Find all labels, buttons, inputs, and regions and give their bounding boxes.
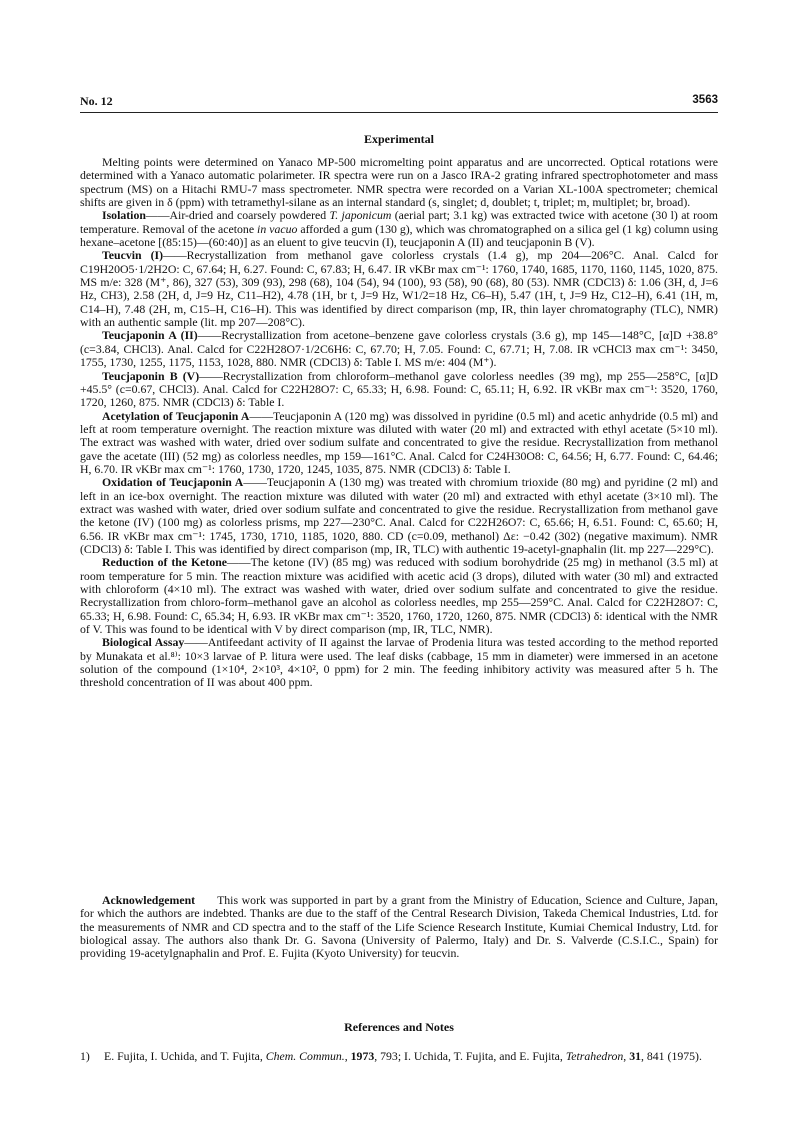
- reference-number: 1): [80, 1049, 90, 1063]
- intro-paragraph: Melting points were determined on Yanaco MP-500 micromelting point apparatus and are uncorrected. Optical rotations were determined with a Yanaco automatic polarimeter. IR spectra were run on a Jasco IRA-2 grating infrared spectrophotometer and mass spectrum (MS) on a Hitachi RMU-7 mass spectrometer. NMR spectra were recorded on a Varian XL-100A spectrometer; chemical shifts are given in δ (ppm) with tetramethyl-silane as an internal standard (s, singlet; d, doublet; t, triplet; m, multiplet; br, broad).: [80, 155, 718, 210]
- isolation-heading: Isolation: [102, 208, 146, 223]
- in-vacuo: in vacuo: [257, 221, 298, 236]
- teucjaponin-b-heading: Teucjaponin B (V): [102, 368, 200, 383]
- reduction-heading: Reduction of the Ketone: [102, 555, 228, 570]
- header-rule: [80, 112, 718, 113]
- oxidation-paragraph: [80, 476, 718, 556]
- teucjaponin-a-paragraph: [80, 329, 718, 369]
- acknowledgement-text: This work was supported in part by a grant from the Ministry of Education, Science and Culture, Japan, for which the authors are indebted. Thanks are due to the staff of the Central Research Division, Takeda Chemical Industries, Ltd. for the measurements of NMR and CD spectra and to the staff of the Life Science Research Institute, Kumiai Chemical Industry, Ltd. for biological assay. The authors also thank Dr. G. Savona (University of Palermo, Italy) and Dr. S. Valverde (C.S.I.C., Spain) for providing 19-acetylgnaphalin and Prof. E. Fujita (Kyoto University) for teucvin.: [80, 893, 718, 961]
- acknowledgement-paragraph: [80, 894, 718, 961]
- teucjaponin-b-text: ——Recrystallization from chloroform–methanol gave colorless needles (39 mg), mp 255—258°C, [α]D +45.5° (c=0.67, CHCl3). Anal. Calcd for C22H28O7: C, 65.33; H, 6.98. Found: C, 65.11; H, 6.92. IR νKBr max cm⁻¹: 3520, 1760, 1720, 1260, 875. NMR (CDCl3) δ: Table I.: [80, 368, 718, 410]
- bioassay-paragraph: [80, 636, 718, 689]
- references-title: References and Notes: [344, 1020, 454, 1034]
- reference-journal-1: Chem. Commun.: [265, 1049, 345, 1063]
- reference-journal-2: Tetrahedron: [565, 1049, 624, 1063]
- acetylation-text: ——Teucjaponin A (120 mg) was dissolved in pyridine (0.5 ml) and acetic anhydride (0.5 ml) and left at room temperature overnight. The reaction mixture was diluted with water (20 ml) and extracted with ethyl acetate (5×10 ml). The extract was washed with water, dried over sodium sulfate and concentrated to give the residue. Recrystallization from methanol gave the acetate (III) (52 mg) as colorless needles, mp 159—161°C. Anal. Calcd for C24H30O8: C, 64.56; H, 6.77. Found: C, 64.46; H, 6.70. IR νKBr max cm⁻¹: 1760, 1730, 1720, 1245, 1035, 875. NMR (CDCl3) δ: Table I.: [80, 408, 718, 476]
- teucjaponin-b-paragraph: [80, 370, 718, 410]
- acknowledgement-section: [80, 894, 718, 961]
- teucjaponin-a-heading: Teucjaponin A (II): [102, 328, 198, 343]
- reference-volume-2: 31: [629, 1049, 641, 1063]
- acknowledgement-heading: Acknowledgement: [102, 893, 196, 907]
- acetylation-heading: Acetylation of Teucjaponin A: [102, 408, 250, 423]
- reference-volume-1: 1973: [350, 1049, 375, 1063]
- acetylation-paragraph: [80, 410, 718, 477]
- reduction-text: ——The ketone (IV) (85 mg) was reduced with sodium borohydride (25 mg) in methanol (3.5 ml) at room temperature for 5 min. The reaction mixture was acidified with acetic acid (3 drops), diluted with water (30 ml) and extracted with chloroform (4×10 ml). The extract was washed with water, dried over sodium sulfate and concentrated to give the residue. Recrystallization from chloro-form–methanol gave an alcohol as colorless needles, mp 255—259°C. Anal. Calcd for C22H28O7: C, 65.33; H, 6.98. Found: C, 65.34; H, 6.93. IR νKBr max cm⁻¹: 3520, 1760, 1720, 1260, 875. NMR (CDCl3) δ: identical with the NMR of V. This was found to be identical with V by direct comparison (mp, IR, TLC, NMR).: [80, 555, 719, 637]
- experimental-body: [80, 156, 718, 690]
- page-number: 3563: [692, 94, 718, 106]
- teucvin-heading: Teucvin (I): [102, 248, 164, 263]
- reference-authors: E. Fujita, I. Uchida, and T. Fujita,: [104, 1049, 266, 1063]
- experimental-title: Experimental: [364, 132, 434, 146]
- isolation-paragraph: [80, 209, 718, 249]
- isolation-text-2: (aerial part; 3.1 kg) was extracted twice with acetone (30 l) at room temperature. Removal of the acetone: [80, 208, 718, 236]
- reference-pages-1: , 793; I. Uchida, T. Fujita, and E. Fujita,: [374, 1049, 566, 1063]
- species-name: T. japonicum: [329, 208, 392, 223]
- reference-pages-2: , 841 (1975).: [640, 1049, 702, 1063]
- issue-number: No. 12: [80, 94, 113, 108]
- teucvin-paragraph: [80, 249, 718, 329]
- bioassay-heading: Biological Assay: [102, 635, 185, 650]
- isolation-text-1: ——Air-dried and coarsely powdered: [145, 208, 330, 223]
- reduction-paragraph: [80, 556, 718, 636]
- oxidation-text: ——Teucjaponin A (130 mg) was treated with chromium trioxide (80 mg) and pyridine (2 ml) and left in an ice-box overnight. The reaction mixture was diluted with water (20 ml) and extracted with ethyl acetate (3×10 ml). The extract was washed with water, dried over sodium sulfate and concentrated to give the residue. Recrystallization from methanol gave the ketone (IV) (100 mg) as colorless prisms, mp 227—230°C. Anal. Calcd for C22H26O7: C, 65.66; H, 6.51. Found: C, 65.60; H, 6.56. IR νKBr max cm⁻¹: 1745, 1730, 1710, 1185, 1020, 880. CD (c=0.09, methanol) Δε: −0.42 (302) (negative maximum). NMR (CDCl3) δ: Table I. This was identified by direct comparison (mp, IR, TLC) with authentic 19-acetyl-gnaphalin (lit. mp 227—229°C).: [80, 475, 718, 556]
- paper-page: [80, 0, 718, 1123]
- oxidation-heading: Oxidation of Teucjaponin A: [102, 475, 244, 490]
- reference-text: E. Fujita, I. Uchida, and T. Fujita, Chem. Commun., 1973, 793; I. Uchida, T. Fujita, and E. Fujita, Tetrahedron, 31, 841 (1975).: [104, 1049, 702, 1063]
- teucjaponin-a-text: ——Recrystallization from acetone–benzene gave colorless crystals (3.6 g), mp 145—148°C, [α]D +38.8° (c=3.84, CHCl3). Anal. Calcd for C22H28O7·1/2C6H6: C, 67.70; H, 7.05. Found: C, 67.71; H, 7.08. IR νCHCl3 max cm⁻¹: 3450, 1755, 1730, 1255, 1175, 1153, 1028, 880. NMR (CDCl3) δ: Table I. MS m/e: 404 (M⁺).: [80, 328, 718, 370]
- bioassay-text: ——Antifeedant activity of II against the larvae of Prodenia litura was tested according to the method reported by Munakata et al.⁸⁾: 10×3 larvae of P. litura were used. The leaf disks (cabbage, 15 mm in diameter) were immersed in an acetone solution of the compound (1×10⁴, 2×10³, 4×10², 0 ppm) for 2 min. The feeding inhibitory activity was measured after 5 h. The threshold concentration of II was about 400 ppm.: [80, 635, 718, 690]
- teucvin-text: ——Recrystallization from methanol gave colorless crystals (1.4 g), mp 204—206°C. Anal. Calcd for C19H20O5·1/2H2O: C, 67.64; H, 6.27. Found: C, 67.83; H, 6.47. IR νKBr max cm⁻¹: 1760, 1740, 1685, 1170, 1160, 1145, 1020, 875. MS m/e: 328 (M⁺, 86), 327 (53), 309 (93), 298 (68), 104 (54), 94 (100), 93 (58), 90 (68), 80 (53). NMR (CDCl3) δ: 1.06 (3H, d, J=6 Hz, CH3), 2.58 (2H, d, J=9 Hz, C11–H2), 4.78 (1H, br t, J=9 Hz, W1/2=18 Hz, C6–H), 5.47 (1H, t, J=9 Hz, C12–H), 6.41 (1H, m, C14–H), 7.48 (2H, m, C15–H, C16–H). This was identified by direct comparison (mp, IR, thin layer chromatography (TLC), NMR) with an authentic sample (lit. mp 207—208°C).: [80, 248, 719, 330]
- reference-item: [80, 1049, 718, 1064]
- isolation-text-3: afforded a gum (130 g), which was chromatographed on a silica gel (1 kg) column using hexane–acetone [(85:15)—(60:40)] as an eluent to give teucvin (I), teucjaponin A (II) and teucjaponin B (V).: [80, 221, 718, 250]
